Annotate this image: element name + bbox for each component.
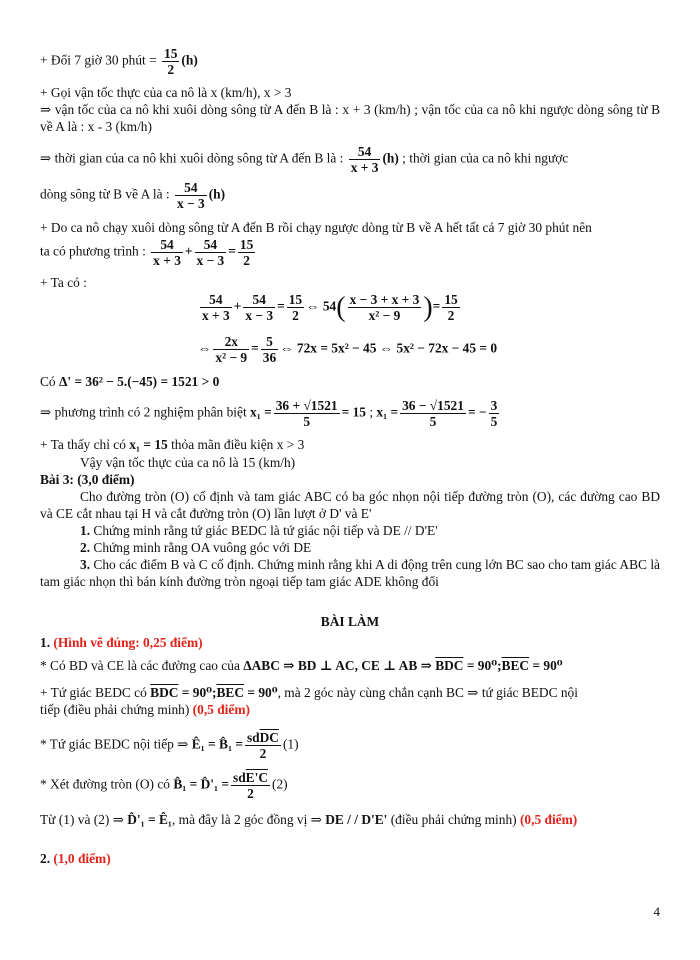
fraction: $\frac{15}{2}$	[164, 46, 178, 77]
question-1: 1. Chứng minh rằng tứ giác BEDC là tứ giác nội tiếp và DE // D'E'	[80, 523, 438, 538]
line-let-speed: + Gọi vận tốc thực của ca nô là x (km/h), x > 3	[40, 85, 292, 100]
fraction: $\frac{54}{x - 3}$	[176, 180, 205, 211]
line-total-time: + Do ca nô chạy xuôi dòng sông từ A đến B rồi chạy ngược dòng từ B về A hết tất cả 7 giờ 30 phút nên	[40, 220, 592, 235]
line-equation: ta có phương trình : $\frac{54}{x + 3}$ + $\frac{54}{x - 3}$ = $\frac{15}{2}$	[40, 237, 254, 268]
equation-step-2: ⇔ $\frac{2x}{\text{x² − 9}}$ = $\frac{5}{36}$ ⇔ 72x = 5x² − 45 ⇔ 5x² − 72x − 45 = 0	[198, 334, 498, 365]
line-parallel-conclusion: Từ (1) và (2) ⇒ D̂'₁ = Ê₁, mà đây là 2 góc đồng vị ⇒ DE / / D'E' (điều phải chứng minh) (0,5 điểm)	[40, 812, 578, 827]
question-3: 3. Cho các điểm B và C cố định. Chứng minh rằng khi A di động trên cung lớn BC sao cho tam giác ABC là tam giác nhọn thì bán kính đường tròn ngoại tiếp tam giác ADE không đổi	[40, 557, 660, 589]
solution-heading: BÀI LÀM	[320, 614, 380, 629]
equation-step-1: $\frac{54}{x + 3}$ + $\frac{54}{x - 3}$ = $\frac{15}{2}$ ⇔ 54( $\frac{x - 3 + x + 3}{\text{x² − 9}}$ )= $\frac{15}{2}$	[202, 292, 458, 323]
line-conclusion: Vậy vận tốc thực của ca nô là 15 (km/h)	[80, 455, 296, 470]
solution-part-2-title: 2. (1,0 điểm)	[40, 851, 111, 866]
line-roots: ⇒ phương trình có 2 nghiệm phân biệt x₁ = $\frac{36 + √1521}{5}$ = 15 ; x₁ = $\frac{36 - √1521}{5}$ = − $\frac{3}{5}$	[40, 398, 498, 429]
problem-3-title: Bài 3: (3,0 điểm)	[40, 472, 135, 487]
line-time-downstream: ⇒ thời gian của ca nô khi xuôi dòng sông từ A đến B là : $\frac{54}{x + 3}$ (h) ; thời gian của ca nô khi ngược	[40, 144, 569, 175]
line-time-upstream: dòng sông từ B về A là : $\frac{54}{x - 3}$ (h)	[40, 180, 226, 211]
page-number: 4	[653, 904, 660, 919]
line-angle-relation-2: * Xét đường tròn (O) có B̂₁ = D̂'₁ = $\frac{\text{sdE'C}}{2}$ (2)	[40, 770, 288, 801]
text: + Đổi 7 giờ 30 phút =	[40, 52, 161, 68]
line-ta-co: + Ta có :	[40, 275, 87, 290]
line-check-condition: + Ta thấy chỉ có x₁ = 15 thỏa mãn điều kiện x > 3	[40, 437, 305, 452]
line-convert-time: + Đổi 7 giờ 30 phút = $\frac{15}{2}$ (h)	[40, 46, 198, 77]
question-2: 2. Chứng minh rằng OA vuông góc với DE	[80, 540, 312, 555]
line-cyclic-quad-cont: tiếp (điều phải chứng minh) (0,5 điểm)	[40, 702, 250, 717]
solution-part-1-title: 1. (Hình vẽ đúng: 0,25 điểm)	[40, 635, 203, 650]
line-speeds: ⇒ vận tốc của ca nô khi xuôi dòng sông từ A đến B là : x + 3 (km/h) ; vận tốc của ca nô khi ngược dòng sông từ B về A là : x - 3 (km/h)	[40, 102, 660, 134]
line-cyclic-quad: + Tứ giác BEDC có $\overline{BDC}$ = $90^0;\overline{BEC} = 90^0$, mà 2 góc này cùng chắn cạnh BC ⇒ tứ giác BEDC nội	[40, 685, 578, 700]
problem-3-statement: Cho đường tròn (O) cố định và tam giác ABC có ba góc nhọn nội tiếp đường tròn (O), các đường cao BD và CE cắt nhau tại H và cắt đường tròn (O) lần lượt ở D' và E'	[40, 489, 660, 521]
fraction: $\frac{54}{x + 3}$	[350, 144, 379, 175]
line-angle-relation-1: * Tứ giác BEDC nội tiếp ⇒ Ê₁ = B̂₁ = $\frac{sd\overline{DC}}{2}$ (1)	[40, 730, 299, 761]
line-discriminant: Có Δ' = 36² − 5.(−45) = 1521 > 0	[40, 374, 220, 389]
line-altitudes: * Có BD và CE là các đường cao của ΔABC ⇒ BD ⊥ AC, CE ⊥ AB ⇒ $\overline{BDC}$ = $90^0;\overline{BEC} = 90^0$	[40, 658, 563, 673]
